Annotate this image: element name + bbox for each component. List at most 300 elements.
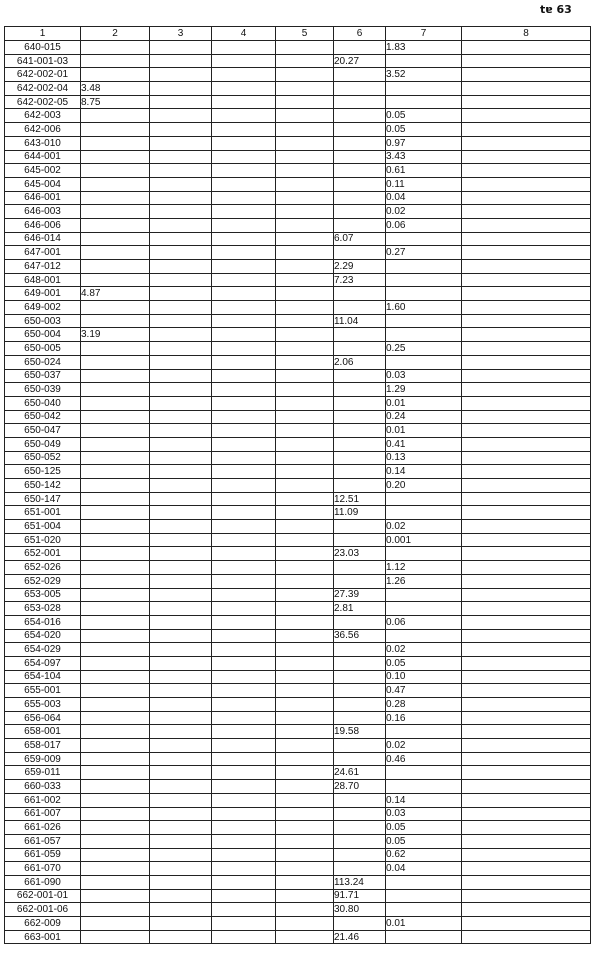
table-cell: [334, 670, 386, 684]
table-cell: [212, 561, 276, 575]
table-cell: [462, 807, 591, 821]
table-cell: 0.04: [386, 191, 462, 205]
table-cell: [462, 479, 591, 493]
table-cell: [212, 752, 276, 766]
table-cell: [150, 875, 212, 889]
table-row: [5, 656, 591, 670]
table-cell: 647-001: [5, 246, 81, 260]
table-cell: [462, 506, 591, 520]
table-cell: 654-029: [5, 643, 81, 657]
table-cell: 19.58: [334, 725, 386, 739]
table-cell: [462, 875, 591, 889]
table-row: [5, 930, 591, 944]
table-cell: [150, 602, 212, 616]
table-cell: [462, 656, 591, 670]
table-cell: [150, 533, 212, 547]
table-cell: [150, 342, 212, 356]
table-cell: 4.87: [81, 287, 150, 301]
table-cell: 2.06: [334, 355, 386, 369]
table-cell: 654-104: [5, 670, 81, 684]
table-cell: [276, 670, 334, 684]
table-row: [5, 520, 591, 534]
table-cell: [150, 574, 212, 588]
table-cell: [150, 109, 212, 123]
table-cell: [81, 930, 150, 944]
table-cell: [334, 123, 386, 137]
table-cell: 0.16: [386, 711, 462, 725]
table-cell: [276, 479, 334, 493]
table-cell: 23.03: [334, 547, 386, 561]
table-cell: 2.81: [334, 602, 386, 616]
table-cell: [334, 68, 386, 82]
table-cell: [150, 821, 212, 835]
table-cell: 661-070: [5, 862, 81, 876]
table-cell: [276, 848, 334, 862]
table-cell: 0.20: [386, 479, 462, 493]
table-cell: [81, 451, 150, 465]
table-cell: 658-017: [5, 739, 81, 753]
table-cell: [276, 821, 334, 835]
table-cell: [150, 643, 212, 657]
table-cell: [462, 232, 591, 246]
table-cell: [81, 150, 150, 164]
table-cell: [81, 205, 150, 219]
table-cell: [150, 656, 212, 670]
table-cell: [81, 164, 150, 178]
table-cell: [386, 725, 462, 739]
table-cell: 0.01: [386, 917, 462, 931]
table-cell: [276, 766, 334, 780]
table-cell: [150, 396, 212, 410]
table-cell: 640-015: [5, 41, 81, 55]
table-cell: [81, 506, 150, 520]
table-cell: [81, 342, 150, 356]
table-cell: 650-125: [5, 465, 81, 479]
table-cell: [462, 766, 591, 780]
table-row: [5, 205, 591, 219]
table-cell: [81, 369, 150, 383]
table-cell: [212, 191, 276, 205]
table-cell: [334, 164, 386, 178]
table-cell: 641-001-03: [5, 54, 81, 68]
table-cell: [276, 506, 334, 520]
table-cell: [212, 862, 276, 876]
table-cell: [462, 821, 591, 835]
table-cell: [276, 903, 334, 917]
table-cell: 650-003: [5, 314, 81, 328]
table-cell: [150, 218, 212, 232]
table-cell: [150, 260, 212, 274]
table-cell: [212, 123, 276, 137]
table-cell: [276, 793, 334, 807]
table-cell: 0.13: [386, 451, 462, 465]
table-cell: 0.05: [386, 656, 462, 670]
table-row: [5, 506, 591, 520]
table-cell: [334, 739, 386, 753]
table-cell: [150, 246, 212, 260]
table-cell: [334, 533, 386, 547]
table-cell: [462, 328, 591, 342]
table-cell: [81, 109, 150, 123]
table-cell: [462, 602, 591, 616]
table-cell: 6.07: [334, 232, 386, 246]
table-cell: [81, 520, 150, 534]
table-cell: [334, 793, 386, 807]
table-cell: [150, 150, 212, 164]
header-row: [5, 27, 591, 41]
table-cell: [276, 574, 334, 588]
table-cell: 645-002: [5, 164, 81, 178]
table-cell: [150, 68, 212, 82]
table-cell: [81, 41, 150, 55]
table-row: [5, 643, 591, 657]
table-cell: [462, 862, 591, 876]
table-row: [5, 561, 591, 575]
table-cell: [276, 383, 334, 397]
table-cell: 1.60: [386, 301, 462, 315]
table-cell: 659-009: [5, 752, 81, 766]
table-cell: 646-006: [5, 218, 81, 232]
table-cell: [334, 479, 386, 493]
table-cell: [334, 917, 386, 931]
table-cell: [462, 739, 591, 753]
table-cell: 650-052: [5, 451, 81, 465]
table-row: [5, 739, 591, 753]
table-cell: 2.29: [334, 260, 386, 274]
table-cell: [81, 561, 150, 575]
table-row: [5, 862, 591, 876]
table-cell: [462, 136, 591, 150]
table-cell: [462, 670, 591, 684]
table-cell: 658-001: [5, 725, 81, 739]
table-cell: [334, 656, 386, 670]
table-row: [5, 328, 591, 342]
table-row: [5, 547, 591, 561]
table-row: [5, 136, 591, 150]
table-cell: 28.70: [334, 780, 386, 794]
table-cell: [276, 260, 334, 274]
table-cell: [212, 848, 276, 862]
table-cell: 644-001: [5, 150, 81, 164]
table-cell: 653-005: [5, 588, 81, 602]
table-cell: [462, 615, 591, 629]
table-cell: [150, 670, 212, 684]
table-cell: [334, 451, 386, 465]
table-cell: [81, 889, 150, 903]
table-cell: [212, 834, 276, 848]
table-cell: [334, 301, 386, 315]
table-cell: [212, 615, 276, 629]
table-row: [5, 492, 591, 506]
column-header: 3: [150, 27, 212, 41]
table-cell: [462, 396, 591, 410]
table-cell: [462, 547, 591, 561]
table-cell: [212, 451, 276, 465]
table-cell: [81, 698, 150, 712]
table-cell: [462, 834, 591, 848]
table-cell: [334, 218, 386, 232]
table-cell: [81, 780, 150, 794]
table-cell: [334, 191, 386, 205]
table-row: [5, 821, 591, 835]
table-row: [5, 95, 591, 109]
table-cell: [212, 588, 276, 602]
table-cell: [334, 342, 386, 356]
table-cell: [81, 629, 150, 643]
table-cell: [276, 862, 334, 876]
table-cell: [462, 164, 591, 178]
table-cell: [462, 273, 591, 287]
table-cell: [81, 123, 150, 137]
table-cell: 0.46: [386, 752, 462, 766]
table-row: [5, 807, 591, 821]
table-cell: [386, 547, 462, 561]
table-cell: [334, 424, 386, 438]
table-cell: [386, 588, 462, 602]
table-cell: [150, 917, 212, 931]
table-cell: [81, 752, 150, 766]
table-row: [5, 725, 591, 739]
table-row: [5, 533, 591, 547]
table-cell: [334, 437, 386, 451]
table-cell: [276, 314, 334, 328]
table-cell: [276, 342, 334, 356]
table-cell: 642-002-04: [5, 82, 81, 96]
table-cell: [334, 369, 386, 383]
table-cell: [386, 273, 462, 287]
table-cell: [462, 82, 591, 96]
table-cell: 661-057: [5, 834, 81, 848]
table-cell: [276, 930, 334, 944]
table-cell: 0.41: [386, 437, 462, 451]
table-cell: [212, 574, 276, 588]
table-cell: [150, 369, 212, 383]
table-cell: 0.04: [386, 862, 462, 876]
table-cell: [150, 930, 212, 944]
table-cell: [334, 95, 386, 109]
table-cell: 3.48: [81, 82, 150, 96]
table-cell: 0.06: [386, 218, 462, 232]
table-cell: 650-039: [5, 383, 81, 397]
table-row: [5, 287, 591, 301]
column-header: 7: [386, 27, 462, 41]
table-cell: 649-001: [5, 287, 81, 301]
table-row: [5, 574, 591, 588]
table-cell: [150, 615, 212, 629]
table-cell: [386, 889, 462, 903]
table-row: [5, 164, 591, 178]
table-cell: [81, 410, 150, 424]
table-cell: [150, 410, 212, 424]
table-cell: [462, 287, 591, 301]
table-cell: 0.05: [386, 123, 462, 137]
table-cell: [462, 520, 591, 534]
table-cell: [212, 684, 276, 698]
table-cell: [276, 451, 334, 465]
table-cell: [150, 711, 212, 725]
table-row: [5, 68, 591, 82]
table-cell: [81, 396, 150, 410]
table-cell: [462, 383, 591, 397]
table-row: [5, 246, 591, 260]
table-cell: [276, 725, 334, 739]
table-cell: [334, 561, 386, 575]
table-cell: [276, 136, 334, 150]
table-cell: 0.02: [386, 643, 462, 657]
table-cell: [81, 917, 150, 931]
table-cell: [386, 875, 462, 889]
table-cell: [462, 629, 591, 643]
table-cell: [81, 739, 150, 753]
table-cell: [334, 698, 386, 712]
table-cell: [150, 383, 212, 397]
table-cell: [150, 123, 212, 137]
table-row: [5, 82, 591, 96]
table-row: [5, 793, 591, 807]
table-cell: [462, 698, 591, 712]
table-cell: [150, 177, 212, 191]
column-header: 8: [462, 27, 591, 41]
table-cell: [462, 903, 591, 917]
table-cell: [81, 314, 150, 328]
table-row: [5, 848, 591, 862]
table-cell: [212, 917, 276, 931]
table-cell: [212, 301, 276, 315]
table-row: [5, 150, 591, 164]
table-cell: [276, 643, 334, 657]
table-cell: 661-059: [5, 848, 81, 862]
table-cell: [462, 684, 591, 698]
table-cell: [81, 574, 150, 588]
table-cell: [462, 588, 591, 602]
table-cell: [334, 752, 386, 766]
table-cell: [462, 355, 591, 369]
table-row: [5, 752, 591, 766]
table-cell: 660-033: [5, 780, 81, 794]
table-cell: [150, 698, 212, 712]
table-cell: [276, 629, 334, 643]
table-cell: [81, 807, 150, 821]
table-cell: [276, 369, 334, 383]
table-cell: [81, 793, 150, 807]
table-cell: [212, 218, 276, 232]
table-cell: [276, 465, 334, 479]
table-row: [5, 177, 591, 191]
table-cell: [150, 301, 212, 315]
table-cell: [212, 396, 276, 410]
table-cell: [81, 177, 150, 191]
table-row: [5, 629, 591, 643]
table-cell: [462, 711, 591, 725]
table-cell: [462, 451, 591, 465]
table-cell: 36.56: [334, 629, 386, 643]
table-cell: [81, 766, 150, 780]
table-cell: [276, 602, 334, 616]
table-cell: 27.39: [334, 588, 386, 602]
table-row: [5, 903, 591, 917]
table-cell: [462, 109, 591, 123]
table-row: [5, 369, 591, 383]
table-cell: [81, 437, 150, 451]
table-row: [5, 766, 591, 780]
table-cell: [334, 328, 386, 342]
table-row: [5, 355, 591, 369]
table-cell: [212, 670, 276, 684]
table-cell: [462, 410, 591, 424]
table-cell: 642-002-05: [5, 95, 81, 109]
table-cell: [150, 164, 212, 178]
table-cell: [386, 903, 462, 917]
table-cell: 11.04: [334, 314, 386, 328]
table-cell: [386, 314, 462, 328]
table-cell: [150, 807, 212, 821]
table-cell: [212, 205, 276, 219]
table-cell: [462, 177, 591, 191]
table-cell: [386, 54, 462, 68]
table-cell: [150, 547, 212, 561]
table-cell: [462, 68, 591, 82]
table-cell: [212, 766, 276, 780]
table-cell: [212, 410, 276, 424]
table-cell: 0.05: [386, 834, 462, 848]
table-cell: [212, 780, 276, 794]
table-cell: [150, 54, 212, 68]
table-cell: [150, 273, 212, 287]
table-cell: 650-024: [5, 355, 81, 369]
ledger-table: [4, 26, 591, 944]
table-cell: 650-037: [5, 369, 81, 383]
table-cell: [276, 287, 334, 301]
table-cell: [334, 615, 386, 629]
table-cell: [81, 821, 150, 835]
table-cell: 651-004: [5, 520, 81, 534]
table-cell: [462, 930, 591, 944]
column-header: 4: [212, 27, 276, 41]
table-cell: 0.11: [386, 177, 462, 191]
table-cell: [150, 451, 212, 465]
column-header: 6: [334, 27, 386, 41]
table-row: [5, 410, 591, 424]
table-cell: [462, 424, 591, 438]
table-cell: [81, 492, 150, 506]
table-row: [5, 670, 591, 684]
table-cell: [212, 437, 276, 451]
table-cell: [81, 615, 150, 629]
table-cell: [276, 82, 334, 96]
table-cell: [334, 821, 386, 835]
table-cell: [276, 109, 334, 123]
table-cell: [462, 725, 591, 739]
table-cell: 661-007: [5, 807, 81, 821]
table-cell: [276, 68, 334, 82]
table-cell: [276, 150, 334, 164]
table-cell: [212, 506, 276, 520]
table-cell: 3.19: [81, 328, 150, 342]
table-cell: 661-090: [5, 875, 81, 889]
table-cell: [276, 561, 334, 575]
table-cell: [334, 834, 386, 848]
table-cell: [462, 643, 591, 657]
table-cell: [334, 41, 386, 55]
table-cell: [386, 492, 462, 506]
table-cell: [150, 314, 212, 328]
table-cell: [150, 793, 212, 807]
table-cell: [276, 492, 334, 506]
table-cell: [276, 273, 334, 287]
table-cell: [386, 328, 462, 342]
table-cell: [276, 54, 334, 68]
table-cell: 654-020: [5, 629, 81, 643]
